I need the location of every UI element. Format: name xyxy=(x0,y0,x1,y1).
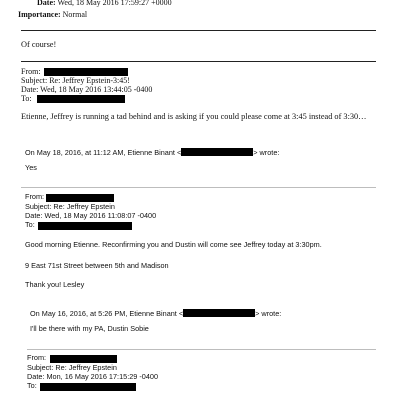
msg1-from-label: From: xyxy=(21,67,41,76)
quote1-attribution xyxy=(25,147,279,158)
header-date-label: Date: xyxy=(37,0,56,7)
msg1-date: Date: Wed, 18 May 2016 13:44:05 -0400 xyxy=(21,85,153,94)
reply-body: Of course! xyxy=(21,40,57,49)
quote2-prefix: On May 16, 2016, at 5:26 PM, Etienne Binant < xyxy=(30,309,184,318)
quote2-attribution xyxy=(30,308,281,319)
msg1-body: Etienne, Jeffrey is running a tad behind and is asking if you could please come at 3:45 instead of 3:30… xyxy=(21,112,367,121)
header-divider xyxy=(21,30,376,31)
msg2-to xyxy=(25,220,35,230)
msg1-subject: Subject: Re: Jeffrey Epstein-3:45! xyxy=(21,76,130,85)
msg2-from-label: From: xyxy=(25,192,45,201)
msg3-from xyxy=(27,353,46,363)
msg3-date: Date: Mon, 16 May 2016 17:15:29 -0400 xyxy=(27,372,159,381)
header-importance-value: Normal xyxy=(62,10,88,19)
quote2-body: I'll be there with my PA, Dustin Sobie xyxy=(30,324,149,333)
header-importance xyxy=(18,10,87,20)
msg3-from-redaction xyxy=(50,355,117,363)
msg1-from-redaction xyxy=(44,68,128,76)
msg3-subject: Subject: Re: Jeffrey Epstein xyxy=(27,363,117,372)
header-date-value: Wed, 18 May 2016 17:59:27 +0000 xyxy=(57,0,172,7)
msg3-from-label: From: xyxy=(27,353,47,362)
quote1-prefix: On May 18, 2016, at 11:12 AM, Etienne Binant < xyxy=(25,148,182,157)
msg2-subject: Subject: Re: Jeffrey Epstein xyxy=(25,202,115,211)
msg1-to-redaction xyxy=(37,95,125,103)
msg3-to xyxy=(27,381,37,391)
msg2-to-redaction xyxy=(38,222,132,230)
msg2-date: Date: Wed, 18 May 2016 11:08:07 -0400 xyxy=(25,211,157,220)
divider-1 xyxy=(21,61,376,62)
header-importance-label: Importance: xyxy=(18,10,61,19)
msg2-line2: 9 East 71st Street between 5th and Madison xyxy=(25,261,169,270)
msg2-line3: Thank you! Lesley xyxy=(25,280,85,289)
msg2-line1: Good morning Etienne. Reconfirming you and Dustin will come see Jeffrey today at 3:30pm. xyxy=(25,240,322,249)
quote1-body: Yes xyxy=(25,163,37,172)
quote2-suffix: > wrote: xyxy=(255,309,282,318)
msg3-to-label: To: xyxy=(27,381,37,390)
msg3-to-redaction xyxy=(40,383,136,391)
msg1-to xyxy=(21,94,32,104)
quote2-email-redaction xyxy=(183,309,255,317)
msg2-from xyxy=(25,192,44,202)
header-date xyxy=(37,0,172,8)
msg2-from-redaction xyxy=(46,194,114,202)
divider-3 xyxy=(27,349,376,350)
divider-2 xyxy=(21,187,376,188)
quote1-suffix: > wrote: xyxy=(253,148,280,157)
quote1-email-redaction xyxy=(181,148,253,156)
msg1-to-label: To: xyxy=(21,94,32,103)
msg2-to-label: To: xyxy=(25,220,35,229)
